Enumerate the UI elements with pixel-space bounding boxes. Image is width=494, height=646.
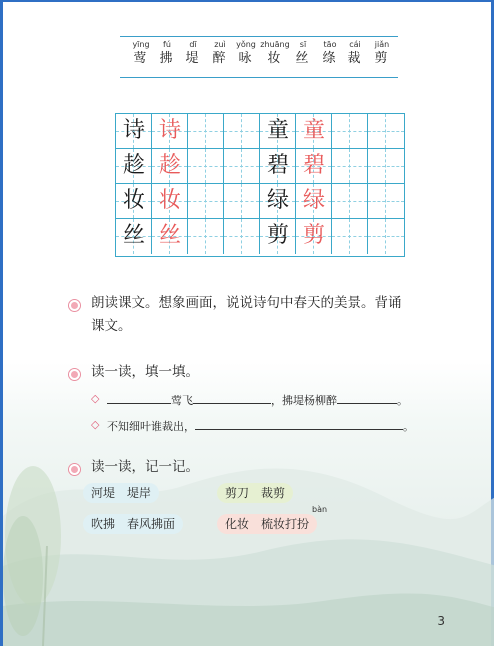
- grid-cell[interactable]: [188, 149, 224, 184]
- grid-cell[interactable]: [332, 149, 368, 184]
- trace-character: 剪: [302, 223, 325, 248]
- fill-text: 。: [403, 420, 414, 433]
- trace-character: 丝: [158, 223, 181, 248]
- trace-character: 诗: [158, 118, 181, 143]
- grid-cell: [116, 219, 152, 254]
- grid-cell[interactable]: [224, 184, 260, 219]
- character: 咏: [238, 51, 254, 66]
- character-writing-grid: [115, 113, 405, 257]
- blank-field[interactable]: [337, 392, 397, 404]
- grid-cell: [260, 114, 296, 149]
- pinyin: jiǎn: [374, 40, 390, 49]
- character: 绦: [322, 51, 338, 66]
- grid-cell[interactable]: [368, 219, 404, 254]
- grid-cell: [296, 114, 332, 149]
- trace-character: 趁: [158, 153, 181, 178]
- exercise-2-title: 读一读，填一填。: [91, 364, 199, 380]
- model-character: 丝: [122, 223, 145, 248]
- grid-cell: [152, 219, 188, 254]
- grid-cell: [152, 184, 188, 219]
- pinyin: tāo: [323, 40, 337, 49]
- pinyin: zhuāng: [260, 40, 290, 49]
- word-pair-pill: 化妆 梳妆打扮: [217, 514, 317, 534]
- grid-cell: [152, 149, 188, 184]
- blank-field[interactable]: [107, 392, 171, 404]
- pinyin: fú: [163, 40, 171, 49]
- grid-cell[interactable]: [332, 219, 368, 254]
- trace-character: 童: [302, 118, 325, 143]
- character: 拂: [159, 51, 175, 66]
- word-pair-pill: 剪刀 裁剪: [217, 483, 293, 503]
- model-character: 诗: [122, 118, 145, 143]
- pinyin: zuì: [214, 40, 226, 49]
- pinyin-annotation: bàn: [312, 505, 328, 514]
- grid-cell: [260, 149, 296, 184]
- model-character: 童: [266, 118, 289, 143]
- grid-cell: [152, 114, 188, 149]
- diamond-bullet-icon: ◇: [91, 418, 100, 431]
- vocab-item: [208, 39, 232, 68]
- fill-text: 不知细叶谁裁出，: [107, 420, 195, 433]
- model-character: 碧: [266, 153, 289, 178]
- exercise-1-line: 朗读课文。想象画面，说说诗句中春天的美景。背诵: [91, 295, 402, 311]
- grid-cell: [296, 184, 332, 219]
- trace-character: 妆: [158, 188, 181, 213]
- character: 剪: [374, 51, 390, 66]
- grid-cell: [296, 149, 332, 184]
- flower-bullet-icon: [69, 300, 80, 311]
- grid-cell[interactable]: [332, 114, 368, 149]
- grid-cell[interactable]: [368, 114, 404, 149]
- vocab-item: [182, 39, 204, 68]
- grid-cell: [296, 219, 332, 254]
- model-character: 剪: [266, 223, 289, 248]
- word-pair-pill: 河堤 堤岸: [83, 483, 159, 503]
- character: 丝: [295, 51, 311, 66]
- blank-field[interactable]: [193, 392, 271, 404]
- character: 裁: [347, 51, 363, 66]
- model-character: 绿: [266, 188, 289, 213]
- pinyin: yīng: [132, 40, 150, 49]
- grid-cell[interactable]: [368, 149, 404, 184]
- vocab-item: [318, 39, 342, 68]
- model-character: 妆: [122, 188, 145, 213]
- flower-bullet-icon: [69, 369, 80, 380]
- exercise-3-title: 读一读，记一记。: [91, 459, 199, 475]
- fill-in-line-2: [107, 418, 414, 434]
- pinyin: yǒng: [236, 40, 256, 49]
- vocab-item: [370, 39, 394, 68]
- fill-text: ，拂堤杨柳醉: [271, 394, 337, 407]
- trace-character: 碧: [302, 153, 325, 178]
- diamond-bullet-icon: ◇: [91, 392, 100, 405]
- character: 妆: [267, 51, 283, 66]
- grid-cell[interactable]: [188, 219, 224, 254]
- grid-cell[interactable]: [188, 184, 224, 219]
- grid-cell[interactable]: [368, 184, 404, 219]
- blank-field[interactable]: [195, 418, 403, 430]
- grid-cell[interactable]: [224, 219, 260, 254]
- fill-text: 莺飞: [171, 394, 193, 407]
- pinyin: dī: [189, 40, 197, 49]
- vocab-item: [292, 39, 314, 68]
- grid-cell: [260, 219, 296, 254]
- character: 堤: [185, 51, 201, 66]
- pinyin: sī: [299, 40, 307, 49]
- model-character: 趁: [122, 153, 145, 178]
- fill-text: 。: [397, 394, 408, 407]
- grid-cell: [116, 184, 152, 219]
- flower-bullet-icon: [69, 464, 80, 475]
- trace-character: 绿: [302, 188, 325, 213]
- word-pair-pill: 吹拂 春风拂面: [83, 514, 183, 534]
- fill-in-line-1: [107, 392, 408, 408]
- grid-cell[interactable]: [224, 114, 260, 149]
- exercise-1-text: [91, 292, 461, 338]
- grid-cell[interactable]: [332, 184, 368, 219]
- vocab-item: [156, 39, 178, 68]
- character: 醉: [212, 51, 228, 66]
- grid-cell: [116, 114, 152, 149]
- grid-cell[interactable]: [224, 149, 260, 184]
- vocab-item: [234, 39, 258, 68]
- grid-cell: [260, 184, 296, 219]
- vocab-item: [260, 39, 290, 68]
- new-character-strip: [120, 36, 398, 78]
- page-number: 3: [437, 614, 445, 628]
- pinyin: cái: [349, 40, 361, 49]
- grid-cell: [116, 149, 152, 184]
- vocab-item: [344, 39, 366, 68]
- exercise-1-line: 课文。: [91, 318, 132, 334]
- character: 莺: [133, 51, 149, 66]
- vocab-item: [130, 39, 152, 68]
- grid-cell[interactable]: [188, 114, 224, 149]
